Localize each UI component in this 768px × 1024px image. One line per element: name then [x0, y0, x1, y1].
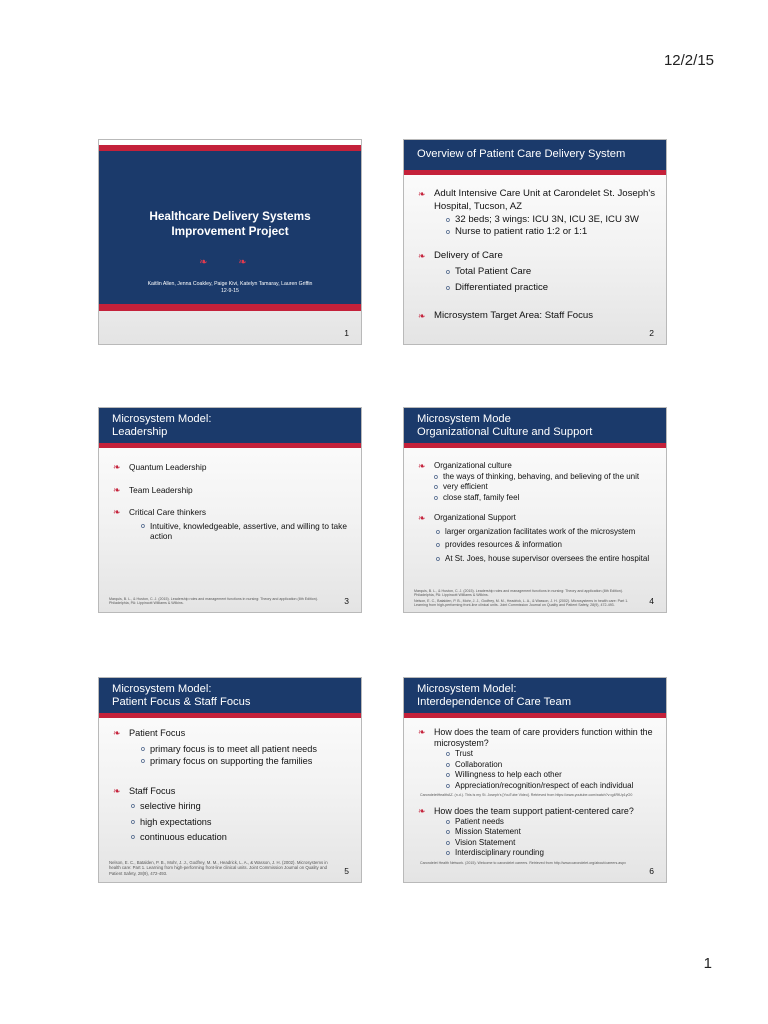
slide-number: 1 — [344, 328, 349, 338]
sub-bullet-item — [446, 770, 658, 781]
sub-bullet-item — [434, 472, 658, 483]
slide-number: 5 — [344, 866, 349, 876]
circle-bullet-icon: o — [436, 555, 440, 563]
presentation-authors — [99, 281, 361, 295]
sub-bullet-text: Vision Statement — [455, 837, 516, 847]
slide-title-line-1: Microsystem Mode — [417, 413, 511, 425]
presentation-title-line-1: Healthcare Delivery Systems — [149, 209, 311, 223]
slide-6-care-team — [403, 677, 667, 883]
leaf-bullet-icon: ❧ — [418, 461, 426, 471]
sub-bullet-item — [141, 743, 353, 756]
slide-number: 4 — [649, 596, 654, 606]
sub-bullet-item — [446, 214, 658, 227]
circle-bullet-icon: o — [141, 745, 145, 753]
bullet-text: How does the team of care providers function within the microsystem? — [434, 727, 653, 748]
slide-citations — [109, 859, 329, 876]
sub-bullet-item — [131, 816, 353, 829]
slide-body — [99, 448, 361, 542]
bullet-text: Delivery of Care — [434, 250, 503, 262]
sub-bullet-text: Intuitive, knowledgeable, assertive, and willing to take action — [150, 520, 347, 541]
slide-title-line-1: Microsystem Model: — [112, 683, 212, 695]
sub-bullet-item — [434, 482, 658, 493]
sub-bullet-text: Appreciation/recognition/respect of each individual — [455, 780, 634, 790]
leaf-bullet-icon: ❧ — [113, 507, 121, 517]
circle-bullet-icon: o — [141, 522, 145, 530]
circle-bullet-icon: o — [434, 484, 438, 491]
circle-bullet-icon: o — [434, 494, 438, 502]
slide-title-line-1: Microsystem Model: — [417, 683, 517, 695]
slide-header — [99, 408, 361, 448]
slide-body — [99, 718, 361, 844]
bullet-text: Staff Focus — [129, 785, 176, 796]
sub-bullet-text: Willingness to help each other — [455, 770, 562, 779]
sub-bullet-item — [141, 755, 353, 768]
circle-bullet-icon: o — [446, 229, 450, 237]
bullet-item — [111, 727, 353, 768]
slide-2-overview — [403, 139, 667, 345]
sub-bullet-item — [446, 817, 658, 828]
sub-bullet-item — [436, 554, 658, 565]
slide-body — [404, 448, 666, 564]
slide-title: Overview of Patient Care Delivery System — [417, 148, 626, 160]
slide-title-line-2: Patient Focus & Staff Focus — [112, 696, 251, 708]
circle-bullet-icon: o — [436, 542, 440, 549]
bullet-item — [416, 250, 658, 294]
circle-bullet-icon: o — [446, 761, 450, 769]
citation: Nelson, E. C., Batalden, P. B., Mohr, J. J., Godfrey, M. M., Headrick, L. A., & Wasson, J. H. (2002). Microsystems in health care: Part 1. Learning from high-performing front-line clinical units. Joint Commission Journal on Quality and Patient Safety, 28(9), 472-493. — [109, 859, 328, 876]
title-red-band-bottom — [99, 304, 361, 311]
sub-bullet-item — [446, 282, 658, 295]
sub-bullet-item — [434, 493, 658, 504]
bullet-item — [111, 507, 353, 542]
author-names: Kaitlin Allen, Jenna Coakley, Paige Kivi, Katelyn Tamaray, Lauren Griffin — [147, 281, 313, 287]
leaf-bullet-icon: ❧ — [418, 727, 426, 737]
sub-bullet-item — [131, 831, 353, 844]
bullet-text: Adult Intensive Care Unit at Carondelet St. Joseph's Hospital, Tucson, AZ — [434, 188, 656, 212]
leaf-bullet-icon: ❧ — [113, 785, 121, 796]
slide-number: 3 — [344, 596, 349, 606]
circle-bullet-icon: o — [131, 818, 135, 826]
slide-header — [404, 140, 666, 175]
presentation-title — [99, 209, 361, 239]
slide-1-title — [98, 139, 362, 345]
sub-bullet-item — [436, 540, 658, 551]
sub-bullet-item — [446, 760, 658, 771]
leaf-bullet-icon: ❧ — [113, 462, 121, 472]
leaf-bullet-icon: ❧ — [418, 251, 426, 262]
citation: Nelson, E. C., Batalden, P. B., Mohr, J. J., Godfrey, M. M., Headrick, L. A., & Wasson, J. H. (2002). Microsystems in health care: Part 1. Learning from high-performing front-line clinical units. Joint Commission Journal on Quality and Patient Safety, 28(9), 472-493. — [414, 598, 629, 608]
leaf-bullet-icon: ❧ — [113, 484, 121, 495]
sub-bullet-text: Patient needs — [455, 816, 504, 826]
slide-number: 6 — [649, 866, 654, 876]
bullet-item — [416, 513, 658, 564]
sub-bullet-text: the ways of thinking, behaving, and believing of the unit — [443, 471, 640, 481]
bullet-item — [416, 727, 658, 791]
circle-bullet-icon: o — [446, 818, 450, 826]
citation: Marquis, B. L., & Huston, C. J. (2015). Leadership roles and management functions in nursing: Theory and application (8th Edition). Philadelphia, PA: Lippincott Williams & Wilkins. — [414, 588, 623, 598]
sub-bullet-text: Interdisciplinary rounding — [455, 848, 544, 858]
page-date: 12/2/15 — [663, 52, 714, 69]
sub-bullet-item — [446, 266, 658, 279]
slide-number: 2 — [649, 328, 654, 338]
bullet-item — [111, 485, 353, 496]
slide-citations — [414, 588, 639, 608]
sub-bullet-text: Nurse to patient ratio 1:2 or 1:1 — [455, 226, 588, 238]
slide-title-line-1: Microsystem Model: — [112, 413, 212, 425]
sub-bullet-text: Collaboration — [455, 759, 503, 769]
bullet-text: Organizational culture — [434, 461, 512, 470]
slide-3-leadership — [98, 407, 362, 613]
sub-bullet-text: high expectations — [140, 816, 212, 827]
sub-bullet-text: At St. Joes, house supervisor oversees the entire hospital — [445, 553, 650, 563]
bullet-item — [111, 462, 353, 473]
leaf-bullet-icon: ❧ — [418, 189, 426, 199]
sub-bullet-text: Trust — [455, 749, 473, 758]
circle-bullet-icon: o — [446, 829, 450, 837]
presentation-date: 12-9-15 — [221, 288, 239, 294]
sub-bullet-item — [446, 838, 658, 849]
slide-citations — [109, 596, 334, 606]
leaf-bullet-icon: ❧ — [418, 310, 426, 321]
circle-bullet-icon: o — [446, 839, 450, 847]
slide-body — [404, 718, 666, 865]
bullet-text: Team Leadership — [129, 484, 193, 495]
sub-bullet-item — [446, 781, 658, 792]
leaf-bullet-icon: ❧ — [418, 805, 426, 816]
sub-bullet-text: selective hiring — [140, 801, 201, 811]
circle-bullet-icon: o — [446, 284, 450, 292]
slide-title-line-2: Organizational Culture and Support — [417, 426, 593, 438]
circle-bullet-icon: o — [131, 803, 135, 810]
circle-bullet-icon: o — [446, 782, 450, 790]
sub-bullet-text: Mission Statement — [455, 827, 521, 837]
sub-bullet-text: close staff, family feel — [443, 492, 520, 502]
sub-bullet-text: Total Patient Care — [455, 265, 532, 277]
slide-title-line-2: Leadership — [112, 426, 168, 438]
slide-4-organizational-culture — [403, 407, 667, 613]
sub-bullet-text: primary focus on supporting the families — [150, 756, 313, 766]
circle-bullet-icon: o — [446, 268, 450, 276]
sub-bullet-item — [436, 527, 658, 538]
sub-bullet-item — [131, 800, 353, 813]
circle-bullet-icon: o — [141, 758, 145, 765]
sub-bullet-text: larger organization facilitates work of the microsystem — [445, 526, 636, 536]
sub-bullet-item — [141, 521, 353, 542]
bullet-item — [416, 806, 658, 859]
bullet-text: Quantum Leadership — [129, 462, 207, 472]
bullet-item — [416, 310, 658, 323]
circle-bullet-icon: o — [446, 751, 450, 758]
presentation-title-line-2: Improvement Project — [171, 224, 289, 238]
sub-bullet-text: primary focus is to meet all patient needs — [150, 743, 317, 754]
bullet-text: Patient Focus — [129, 728, 186, 738]
slide-title-line-2: Interdependence of Care Team — [417, 696, 572, 708]
leaf-bullet-icon: ❧ — [418, 513, 426, 523]
sub-bullet-text: continuous education — [140, 832, 227, 842]
bullet-text: How does the team support patient-centered care? — [434, 805, 634, 816]
circle-bullet-icon: o — [446, 216, 450, 224]
circle-bullet-icon: o — [446, 772, 450, 779]
citation: Carondelet Health Network. (2015). Welcome to carondelet careers. Retrieved from http://www.carondelet.org/about/careers.aspx — [420, 860, 626, 865]
page-number: 1 — [703, 955, 712, 972]
slide-header — [404, 408, 666, 448]
slide-header — [404, 678, 666, 718]
sub-bullet-item — [446, 848, 658, 859]
bullet-item — [111, 785, 353, 844]
bullet-item — [416, 188, 658, 239]
sub-bullet-text: very efficient — [443, 482, 488, 491]
citation: CarondeletHealthAZ. (n.d.). This is my St. Joseph's [YouTube Video]. Retrieved from https://www.youtube.com/watch?v=g4RfUp1yO0 — [420, 793, 633, 797]
circle-bullet-icon: o — [434, 473, 438, 481]
sub-bullet-text: Differentiated practice — [455, 281, 549, 293]
sub-bullet-item — [446, 749, 658, 760]
bullet-text: Organizational Support — [434, 513, 516, 522]
sub-bullet-text: provides resources & information — [445, 540, 562, 549]
leaf-bullet-icons: ❧ ❧ — [199, 257, 261, 268]
bullet-text: Critical Care thinkers — [129, 507, 206, 517]
leaf-bullet-icon: ❧ — [113, 728, 121, 738]
bullet-text: Microsystem Target Area: Staff Focus — [434, 309, 594, 321]
slide-5-patient-staff-focus — [98, 677, 362, 883]
sub-bullet-text: 32 beds; 3 wings: ICU 3N, ICU 3E, ICU 3W — [455, 213, 639, 225]
circle-bullet-icon: o — [436, 528, 440, 536]
slide-header — [99, 678, 361, 718]
bullet-item — [416, 461, 658, 503]
sub-bullet-item — [446, 827, 658, 838]
sub-bullet-item — [446, 226, 658, 239]
citation: Marquis, B. L., & Huston, C. J. (2015). Leadership roles and management functions in nursing: Theory and application (8th Edition). Philadelphia, PA: Lippincott Williams & Wilkins. — [109, 596, 318, 606]
slide-body — [404, 175, 666, 322]
circle-bullet-icon: o — [446, 850, 450, 858]
circle-bullet-icon: o — [131, 834, 135, 841]
